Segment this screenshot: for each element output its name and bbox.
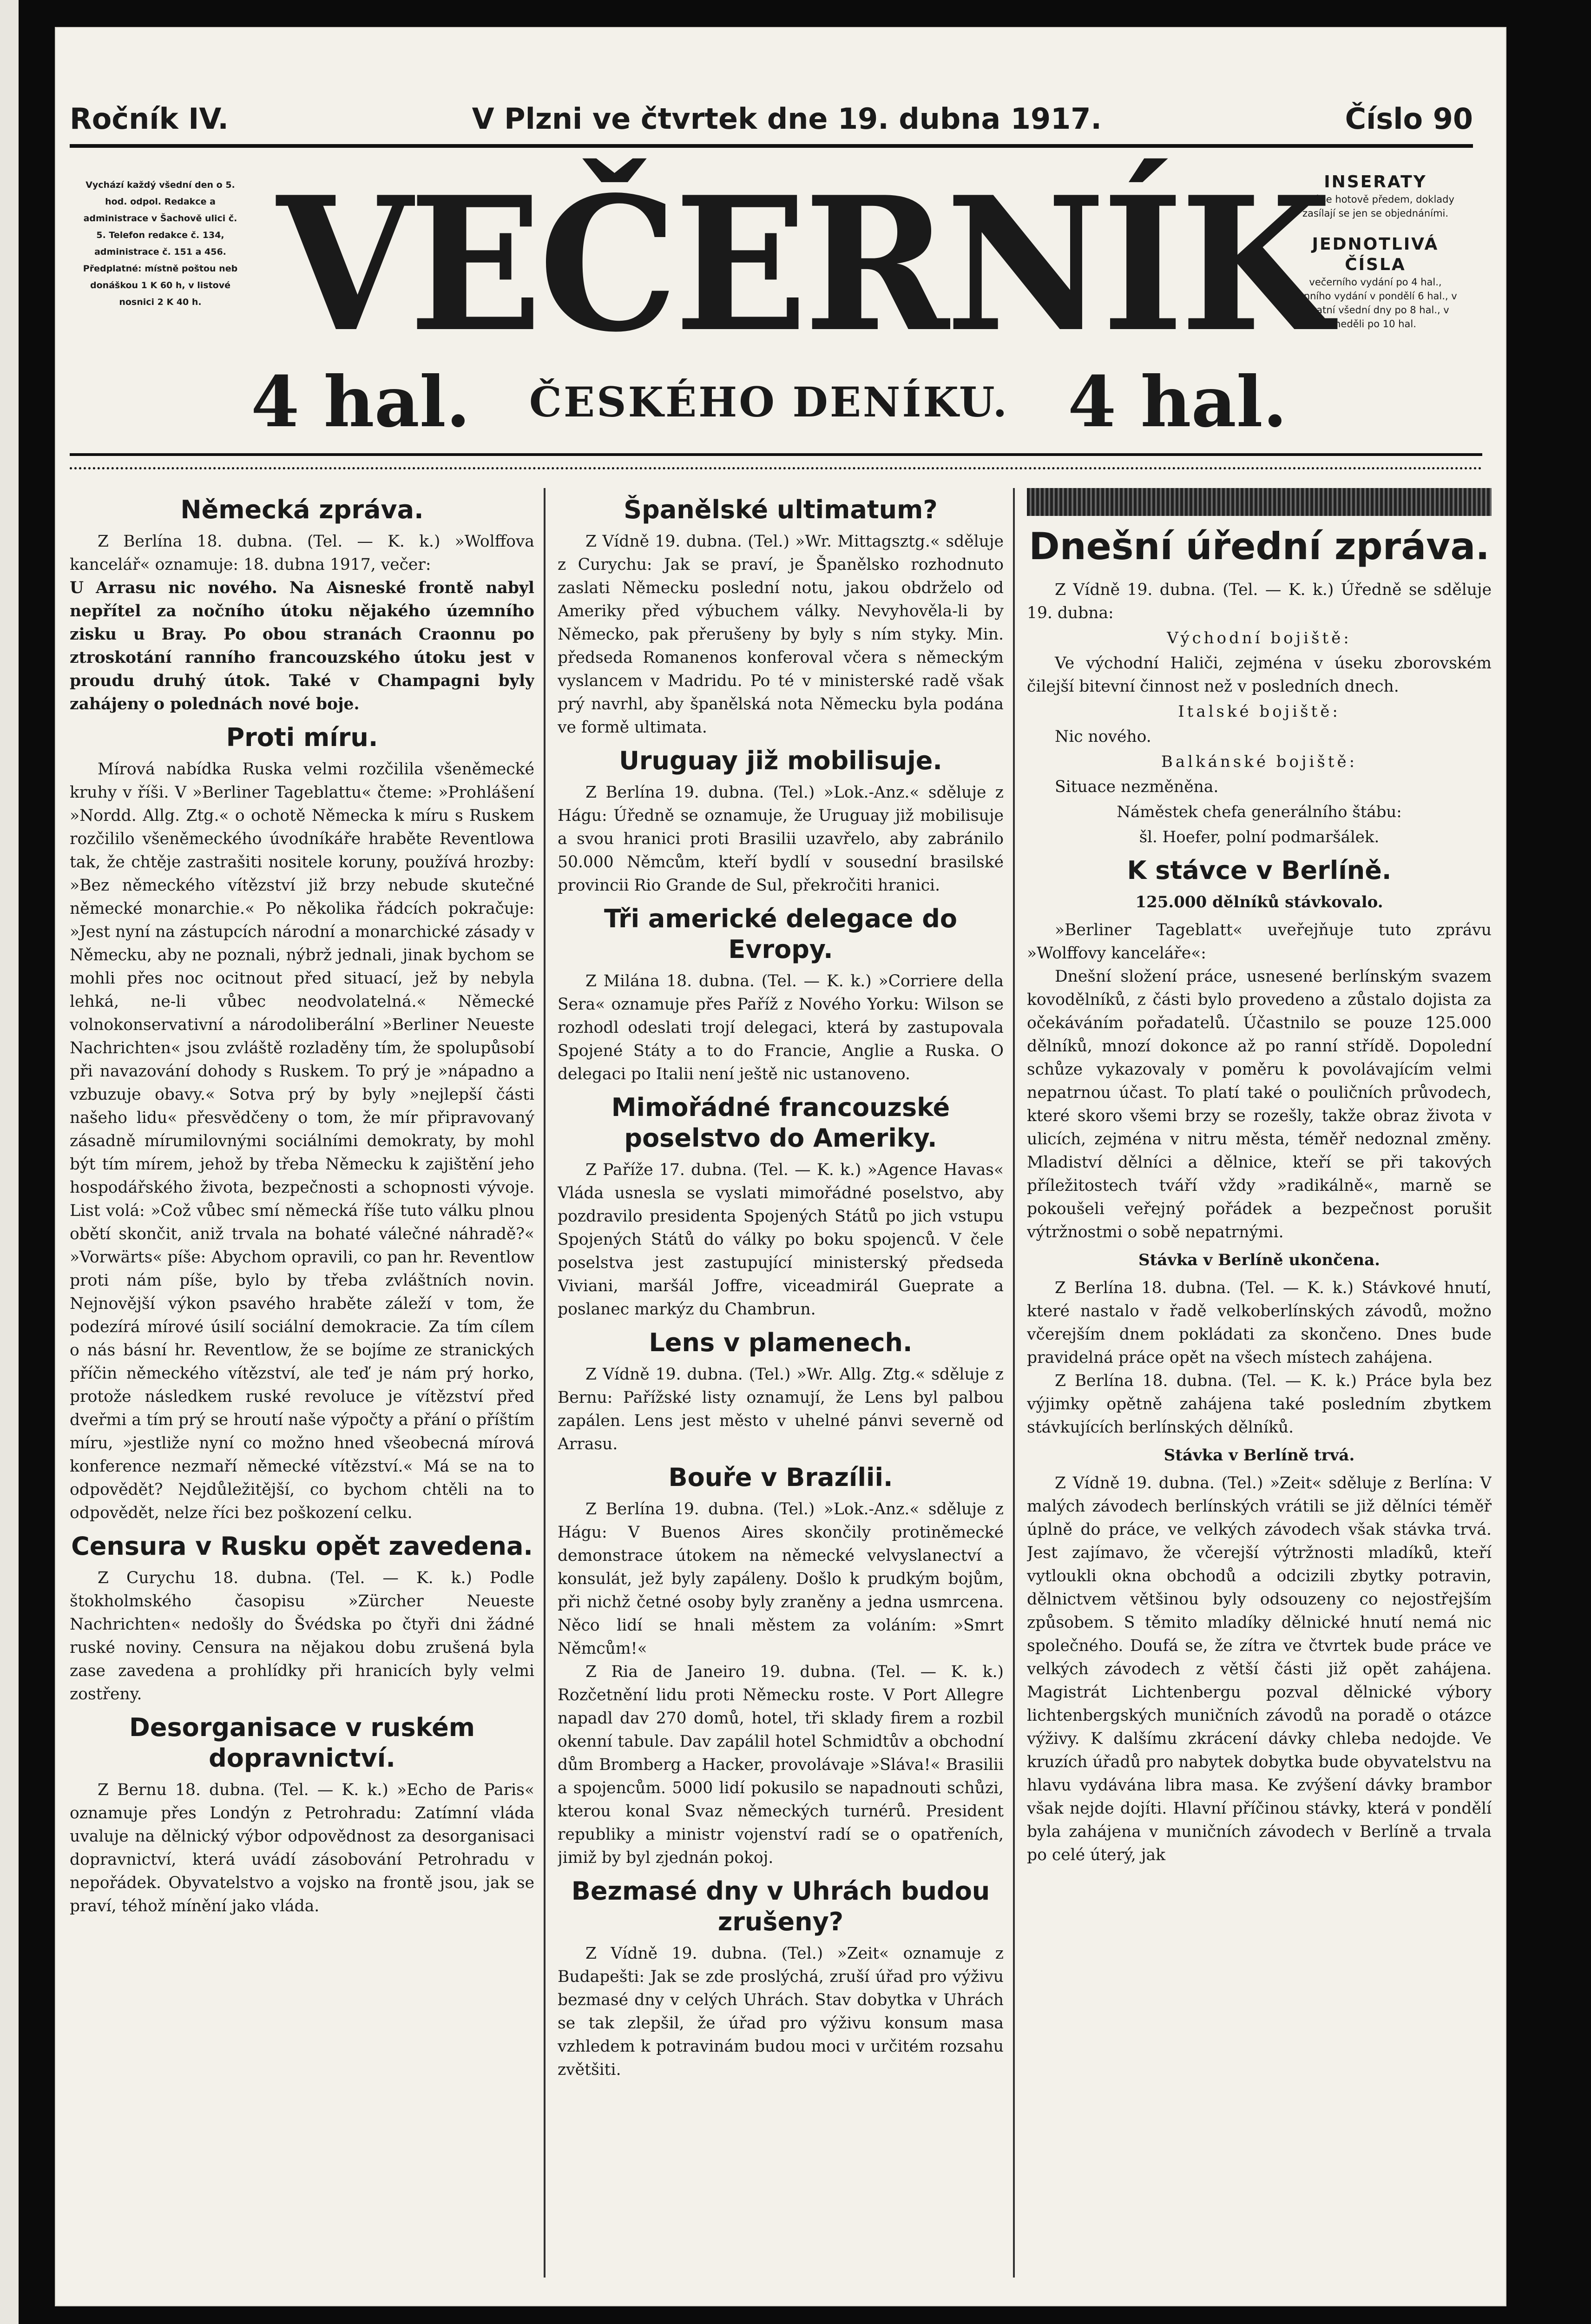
signature-line: Náměstek chefa generálního štábu: (1117, 803, 1402, 821)
column-separator (544, 488, 546, 2278)
article-paragraph: Ve východní Haliči, zejména v úseku zborovském čilejší bitevní činnost než v posledních dnech. (1027, 654, 1492, 696)
article-paragraph: Z Paříže 17. dubna. (Tel. — K. k.) »Agence Havas« Vláda usnesla se vyslati mimořádné poselstvo, aby pozdravilo presidenta Spojených Států po jich vstupu Spojených Států do války po boku spojenců. V čele poselstva jest zastupující ministerský předseda Viviani, maršál Joffre, viceadmirál Gueprate a poslanec markýz du Chambrun. (558, 1161, 1004, 1319)
article-paragraph: Z Milána 18. dubna. (Tel. — K. k.) »Corriere della Sera« oznamuje přes Paříž z Nového Yorku: Wilson se rozhodl odeslati trojí delegaci, která by zastupovala Spojené Státy a to do Francie, Anglie a Ruska. O delegaci po Italii není ještě nic ustanoveno. (558, 972, 1004, 1083)
article-subheading: Stávka v Berlíně trvá. (1164, 1446, 1355, 1465)
article-heading: Proti míru. (226, 723, 378, 752)
front-label: Balkánské bojiště: (1161, 753, 1358, 771)
article-paragraph: Situace nezměněna. (1055, 778, 1219, 796)
newspaper-page (56, 28, 1506, 2305)
official-report-heading: Dnešní úřední zpráva. (1029, 525, 1490, 568)
article-paragraph: Z Vídně 19. dubna. (Tel.) »Wr. Allg. Ztg.« sděluje z Bernu: Pařížské listy oznamují, že Lens byl palbou zapálen. Lens jest město v uhelné pánvi severně od Arrasu. (558, 1365, 1004, 1453)
article-heading: Desorganisace v ruském dopravnictví. (129, 1713, 475, 1773)
article-paragraph: Z Berlína 19. dubna. (Tel.) »Lok.-Anz.« sděluje z Hágu: Úředně se oznamuje, že Uruguay již mobilisuje a svou hranici proti Brasilii uzavřelo, aby zabránilo 50.000 Němcům, kteří bydlí v sousední brasilské provincii Rio Grande de Sul, překročiti hranici. (558, 783, 1004, 895)
article-heading: Tři americké delegace do Evropy. (604, 904, 957, 964)
article-paragraph: Z Vídně 19. dubna. (Tel. — K. k.) Úředně se sděluje 19. dubna: (1027, 581, 1492, 622)
article-subheading: Stávka v Berlíně ukončena. (1138, 1251, 1380, 1269)
article-heading: Bouře v Brazílii. (668, 1463, 893, 1492)
front-label: Italské bojiště: (1178, 702, 1341, 721)
article-paragraph: Nic nového. (1055, 727, 1151, 746)
article-heading: Mimořádné francouzské poselstvo do Ameriky. (611, 1093, 950, 1153)
column-3 (1027, 488, 1492, 2282)
front-label: Východní bojiště: (1167, 629, 1352, 647)
article-paragraph: Z Berlína 18. dubna. (Tel. — K. k.) Stávkové hnutí, které nastalo v řadě velkoberlínských závodů, možno včerejším dnem pokládati za skončeno. Dnes bude pravidelná práce opět na všech místech zahájena. (1027, 1279, 1492, 1367)
masthead-rule (70, 453, 1482, 469)
article-heading: Censura v Rusku opět zavedena. (71, 1532, 533, 1561)
column-2 (558, 488, 1004, 2282)
column-1 (70, 488, 534, 2282)
masthead-subrow (251, 363, 1287, 442)
article-heading: Lens v plamenech. (649, 1328, 913, 1357)
article-paragraph: Z Vídně 19. dubna. (Tel.) »Zeit« sděluje z Berlína: V malých závodech berlínských vrátili se již dělníci téměř úplně do práce, ve velkých závodech však stávka trvá. Jest zajímavo, že včerejší výtržnosti mladíků, kteří vytloukli okna obchodů a odcizili zbytky potravin, dělnictvem většinou byly odsouzeny co nejostřejším způsobem. S těmito mladíky dělnické hnutí nemá nic společného. Doufá se, že zítra ve čtvrtek bude práce ve velkých závodech z větší části již opět zahájena. Magistrát Lichtenbergu pozval dělnické výbory lichtenbergských muničních závodů na poradě o otázce výživy. K dalšímu zkrácení dávky chleba nedojde. Ve kruzích úřadů pro nabytek dobytka bude obyvatelstvu na hlavu vydávána libra masa. Ke zvýšení dávky brambor však nejde dojíti. Hlavní příčinou stávky, která v pondělí byla zahájena v muničních závodech v Berlíně a trvala po celé úterý, jak (1027, 1474, 1492, 1864)
article-paragraph: Z Curychu 18. dubna. (Tel. — K. k.) Podle štokholmského časopisu »Zürcher Neueste Nachrichten« nedošly do Švédska po čtyři dni žádné ruské noviny. Censura na nějakou dobu zrušená byla zase zavedena a prohlídky při hranicích byly velmi zostřeny. (70, 1569, 534, 1703)
signature-name: šl. Hoefer, polní podmaršálek. (1139, 828, 1380, 846)
decorative-banner (1027, 488, 1492, 516)
volume-label: Ročník IV. (70, 101, 229, 136)
newspaper-subtitle: ČESKÉHO DENÍKU. (529, 378, 1009, 426)
issue-number: Číslo 90 (1345, 101, 1473, 136)
article-paragraph: Z Vídně 19. dubna. (Tel.) »Zeit« oznamuje z Budapešti: Jak se zde proslýchá, zruší úřad pro výživu bezmasé dny v celých Uhrách. Stav dobytka v Uhrách se tak zlepšil, že úřad pro výživu konsum masa vzhledem k potravinám budou moci v určitém rozsahu zvětšiti. (558, 1944, 1004, 2079)
inserate-text: platí se hotově předem, doklady zasílají se jen se objednáními. (1296, 194, 1454, 219)
newspaper-title: VEČERNÍK (276, 157, 1329, 373)
article-paragraph: Z Berlína 18. dubna. (Tel. — K. k.) Práce byla bez výjimky opětně zahájena také posledním zbytkem stávkujících berlínských dělníků. (1027, 1372, 1492, 1437)
masthead-left-info: Vychází každý všední den o 5. hod. odpol. Redakce a administrace v Šachově ulici č. 5. Telefon redakce č. 134, administrace č. 151 a 456. Předplatné: místně poštou neb donáškou 1 K 60 h, v listové nosnici 2 K 40 h. (83, 180, 238, 307)
price-right: 4 hal. (1067, 361, 1287, 443)
article-heading: K stávce v Berlíně. (1127, 856, 1392, 885)
article-paragraph: Z Berlína 18. dubna. (Tel. — K. k.) »Wolffova kancelář« oznamuje: 18. dubna 1917, večer: (70, 532, 534, 574)
column-separator (1013, 488, 1015, 2278)
article-paragraph: Z Ria de Janeiro 19. dubna. (Tel. — K. k.) Rozčetnění lidu proti Německu roste. V Port Allegre napadl dav 270 domů, hotel, tři sklady firem a rozbil okenní tabule. Dav zapálil hotel Schmidtův a obchodní dům Bromberg a Hacker, provolávaje »Sláva!« Brasilii a spojencům. 5000 lidí pokusilo se napadnouti schůzi, kterou konal Svaz německých turnérů. President republiky a ministr vojenství radí se o opatřeních, jimiž by byl zjednán pokoj. (558, 1663, 1004, 1867)
article-paragraph: Z Vídně 19. dubna. (Tel.) »Wr. Mittagsztg.« sděluje z Curychu: Jak se praví, je Španělsko rozhodnuto zaslati Německu poslední notu, jakou obdrželo od Ameriky před výbuchem války. Nevyhověla-li by Německo, pak přerušeny by byly s ním styky. Min. předseda Romanenos konferoval včera s německým vyslancem v Madridu. Po té v ministerské radě však prý navrhl, aby španělská nota Německu byla podána ve formě ultimata. (558, 532, 1004, 737)
article-heading: Bezmasé dny v Uhrách budou zrušeny? (571, 1876, 990, 1936)
single-issues-text: večerního vydání po 4 hal., ranního vydání v pondělí 6 hal., v ostatní všední dny po 8 hal., v neděli po 10 hal. (1294, 277, 1457, 330)
masthead-right-info (1292, 172, 1459, 451)
inserate-heading: INSERATY (1324, 172, 1427, 191)
article-paragraph: Dnešní složení práce, usnesené berlínským svazem kovodělníků, z části bylo provedeno a zůstalo dojista za očekáváním pořadatelů. Účastnilo se pouze 125.000 dělníků, mnozí dokonce až po ranní střídě. Dopolední schůze vykazovaly v poměru k povolávajícím velmi nepatrnou účast. To platí také o pouličních průvodech, které skoro všemi brzy se rozešly, takže obraz života v ulicích, zejména v nitru města, téměř nedoznal změny. Mladiství dělníci a dělnice, kteří se při takových příležitostech tváří vždy »radikálně«, marně se pokoušeli veřejný pořádek a bezpečnost porušit výtržnostmi o sobě nepatrnými. (1027, 967, 1492, 1241)
article-paragraph: Mírová nabídka Ruska velmi rozčilila všeněmecké kruhy v říši. V »Berliner Tageblattu« čteme: »Prohlášení »Nordd. Allg. Ztg.« o ochotě Německa k míru s Ruskem rozčililo všeněmeckého úvodníkáře hraběte Reventlowa tak, že chtěje zastrašiti nositele koruny, používá hrozby: »Bez německého vítězství již brzy nebude skutečné německé monarchie.« Po několika řádcích pokračuje: »Jest nyní na zástupcích národní a monarchické zásady v Německu, aby ne poznali, nýbrž jednali, jinak bychom se mohli přes noc ocitnout před situací, jež by nebyla lehká, ne-li vůbec neodvolatelná.« Německé volnokonservativní a národoliberální »Berliner Neueste Nachrichten« jsou zvláště rozladěny tím, že spolupůsobí při navazování dohody s Ruskem. To prý je »nápadno a vzbuzuje obavy.« Sotva prý by byly »nejlepší části našeho lidu« přesvědčeny o tom, že mír připravovaný zásadně mírumilovnými sociálními demokraty, by mohl být tím mírem, jehož by třeba Německu k zajištění jeho hospodářského života, bezpečnosti a schopnosti vývoje. List volá: »Což vůbec smí německá říše tuto válku plnou obětí skončit, aniž trvala na bohaté válečné náhradě?« »Vorwärts« píše: Abychom opravili, co pan hr. Reventlow proti nám píše, bylo by třeba zvláštních novin. Nejnovější výkon psavého hraběte záleží v tom, že podezírá mírové úsilí sociální demokracie. Za tím cílem o nás básní hr. Reventlow, že se bojíme ze stranických příčin německého vítězství, ale teď je nám prý horko, protože následkem ruské revoluce je vítězství před dveřmi a tím prý se hroutí naše výpočty a přání o příštím míru, »jestliže nyní co možno hned všeobecná mírová konference nezmaří německé vítězství.« Má se na to odpovědět? Nejdůležitější, co bychom chtěli na to odpovědět, nelze říci bez poškození celku. (70, 760, 534, 1522)
price-left: 4 hal. (251, 361, 471, 443)
article-heading: Německá zpráva. (180, 495, 424, 524)
article-paragraph: Z Berlína 19. dubna. (Tel.) »Lok.-Anz.« sděluje z Hágu: V Buenos Aires skončily protiněmecké demonstrace útokem na německé velvyslanectví a konsulát, jež byly zapáleny. Došlo k prudkým bojům, při nichž četné osoby byly zraněny a jedna usmrcena. Něco lidí se hnali městem za voláním: »Smrt Němcům!« (558, 1500, 1004, 1658)
article-heading: Španělské ultimatum? (624, 495, 938, 524)
article-paragraph: »Berliner Tageblatt« uveřejňuje tuto zprávu »Wolffovy kanceláře«: (1027, 921, 1492, 963)
article-heading: Uruguay již mobilisuje. (619, 746, 942, 775)
masthead-topline (70, 93, 1473, 148)
article-subheading: 125.000 dělníků stávkovalo. (1135, 893, 1383, 911)
page-edge-strip (0, 0, 19, 2324)
single-issues-heading: JEDNOTLIVÁ ČÍSLA (1312, 235, 1439, 274)
dateline: V Plzni ve čtvrtek dne 19. dubna 1917. (472, 101, 1102, 136)
article-paragraph: U Arrasu nic nového. Na Aisneské frontě nabyl nepřítel za nočního útoku nějakého územního zisku u Bray. Po obou stranách Craonnu po ztroskotání ranního francouzského útoku jest v proudu druhý útok. Také v Champagni byly zahájeny o polednách nové boje. (70, 579, 534, 713)
article-paragraph: Z Bernu 18. dubna. (Tel. — K. k.) »Echo de Paris« oznamuje přes Londýn z Petrohradu: Zatímní vláda uvaluje na dělnický výbor odpovědnost za desorganisaci dopravnictví, která uvádí zásobování Petrohradu v nepořádek. Obyvatelstvo a vojsko na frontě jsou, jak se praví, téhož mínění jako vláda. (70, 1781, 534, 1915)
